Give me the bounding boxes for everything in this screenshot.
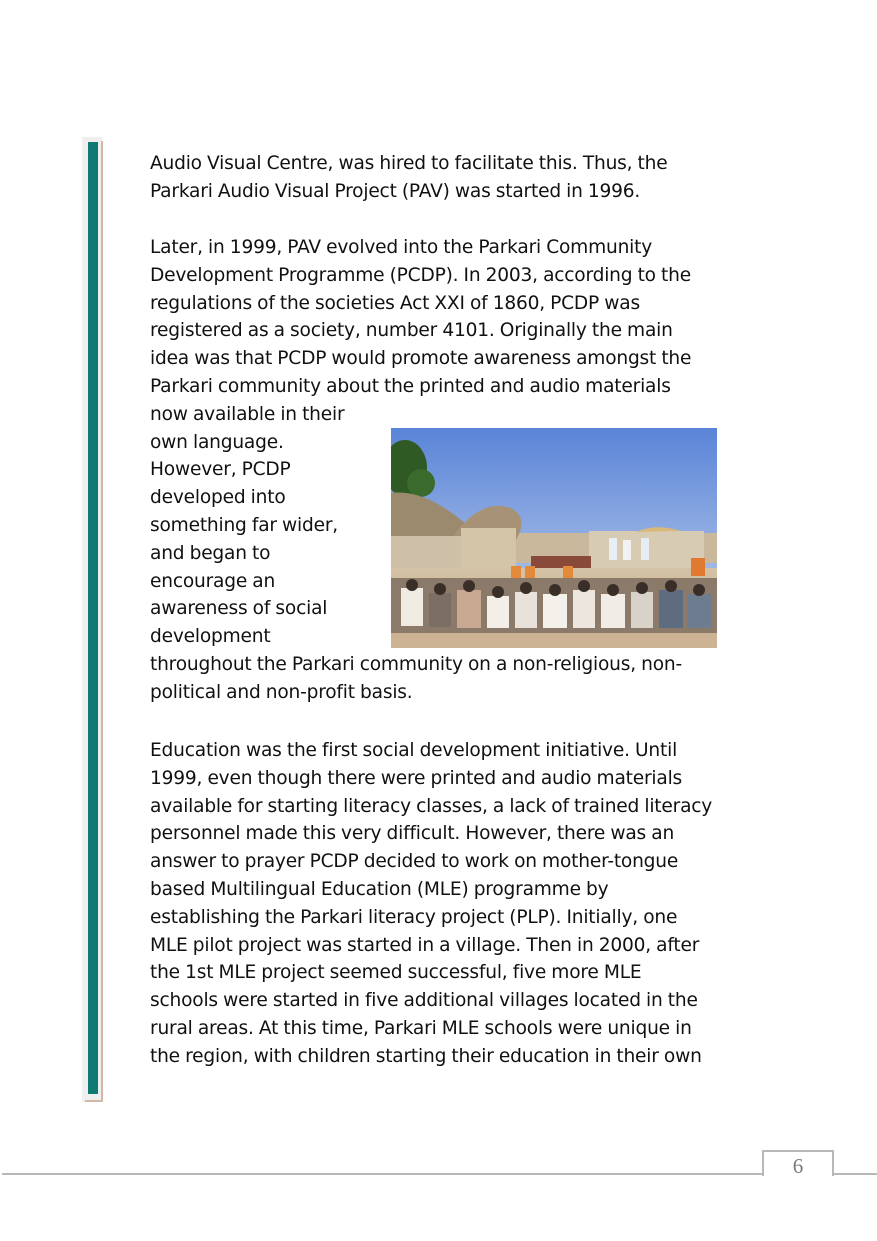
footer-rule-left bbox=[2, 1173, 763, 1175]
text-line: Parkari Audio Visual Project (PAV) was started in 1996. bbox=[150, 180, 641, 202]
text-line: idea was that PCDP would promote awareness amongst the bbox=[150, 348, 692, 370]
text-line: throughout the Parkari community on a non-religious, non- bbox=[150, 653, 683, 675]
text-line: Development Programme (PCDP). In 2003, according to the bbox=[150, 264, 691, 286]
text-line: based Multilingual Education (MLE) programme by bbox=[150, 878, 609, 900]
photo-image-icon bbox=[391, 428, 717, 648]
footer-rule-right bbox=[831, 1173, 877, 1175]
page-number: 6 bbox=[762, 1150, 834, 1176]
text-line: schools were started in five additional villages located in the bbox=[150, 990, 698, 1012]
text-line: Audio Visual Centre, was hired to facilitate this. Thus, the bbox=[150, 153, 668, 174]
text-line: Education was the first social development initiative. Until bbox=[150, 740, 678, 761]
text-line: personnel made this very difficult. However, there was an bbox=[150, 823, 675, 845]
text-line: own language. bbox=[150, 431, 284, 453]
text-line: MLE pilot project was started in a village. Then in 2000, after bbox=[150, 934, 700, 956]
side-bar-bottom-line bbox=[85, 1100, 103, 1102]
paragraph-education-initiative bbox=[150, 737, 730, 1071]
text-line: Parkari community about the printed and audio materials bbox=[150, 375, 671, 397]
text-line: the 1st MLE project seemed successful, five more MLE bbox=[150, 962, 642, 984]
text-line: establishing the Parkari literacy project (PLP). Initially, one bbox=[150, 906, 678, 928]
side-bar-accent bbox=[88, 142, 98, 1094]
text-line: rural areas. At this time, Parkari MLE schools were unique in bbox=[150, 1017, 692, 1039]
text-line: development bbox=[150, 626, 271, 648]
text-line: Later, in 1999, PAV evolved into the Parkari Community bbox=[150, 237, 653, 258]
text-line: registered as a society, number 4101. Originally the main bbox=[150, 320, 673, 342]
text-line: developed into bbox=[150, 487, 286, 509]
text-line: regulations of the societies Act XXI of 1860, PCDP was bbox=[150, 292, 640, 314]
village-gathering-photo bbox=[391, 428, 717, 648]
text-line: political and non-profit basis. bbox=[150, 681, 413, 703]
text-line: available for starting literacy classes, a lack of trained literacy bbox=[150, 795, 713, 817]
text-line: now available in their bbox=[150, 403, 345, 425]
text-line: 1999, even though there were printed and audio materials bbox=[150, 767, 683, 789]
text-line: encourage an bbox=[150, 570, 276, 592]
side-bar-edge-line bbox=[101, 141, 103, 1102]
text-line: answer to prayer PCDP decided to work on mother-tongue bbox=[150, 851, 679, 873]
text-line: something far wider, bbox=[150, 514, 339, 536]
text-line: awareness of social bbox=[150, 598, 328, 620]
text-line: and began to bbox=[150, 542, 271, 564]
text-line: However, PCDP bbox=[150, 459, 291, 481]
paragraph-pav-origin bbox=[150, 150, 730, 206]
text-line: the region, with children starting their education in their own bbox=[150, 1045, 702, 1067]
